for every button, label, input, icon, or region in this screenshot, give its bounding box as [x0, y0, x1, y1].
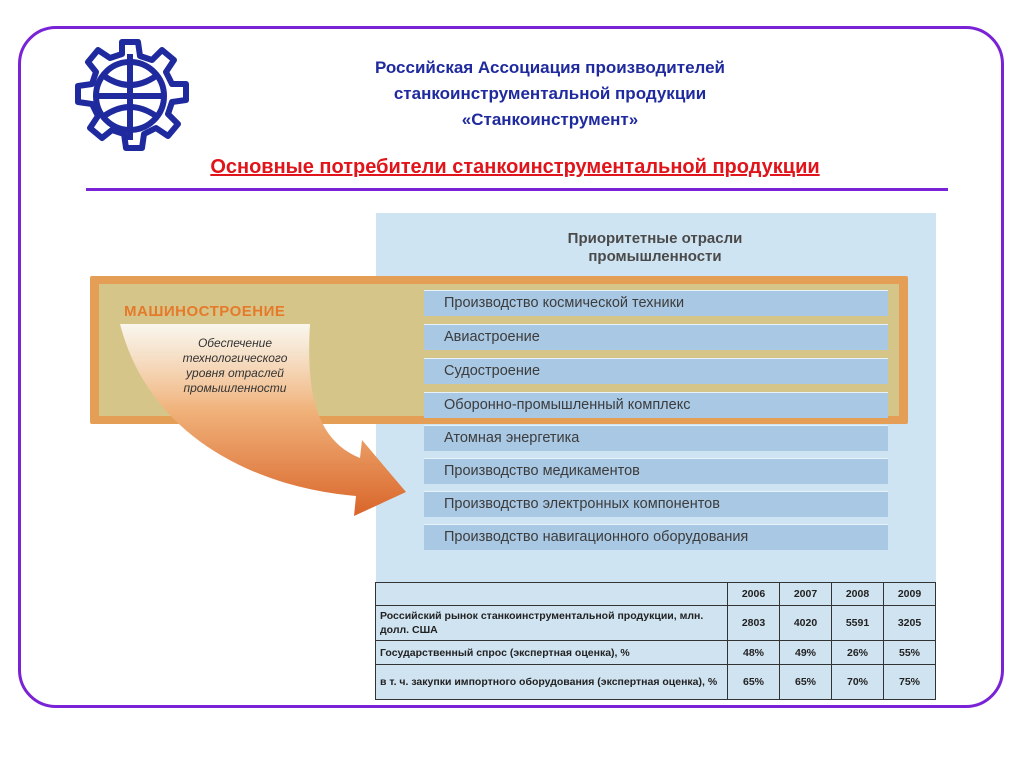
table-row — [376, 665, 936, 700]
industry-item: Атомная энергетика — [424, 425, 888, 451]
table-row — [376, 606, 936, 641]
table-cell: 26% — [832, 641, 884, 665]
table-cell: 70% — [832, 665, 884, 700]
row-label: в т. ч. закупки импортного оборудования (экспертная оценка), % — [376, 665, 728, 700]
table-cell: 4020 — [780, 606, 832, 641]
table-header-row — [376, 583, 936, 606]
market-data-table — [375, 582, 936, 700]
machine-building-heading: МАШИНОСТРОЕНИЕ — [124, 303, 286, 320]
year-header: 2008 — [832, 583, 884, 606]
table-cell: 75% — [884, 665, 936, 700]
year-header: 2006 — [728, 583, 780, 606]
machine-building-subtitle — [120, 336, 350, 396]
panel-title-line: Приоритетные отрасли — [567, 230, 743, 247]
subtitle-line: уровня отраслей — [186, 366, 284, 380]
title-divider — [86, 188, 948, 191]
table-cell: 55% — [884, 641, 936, 665]
org-title-line: станкоинструментальной продукции — [393, 84, 707, 103]
table-cell: 49% — [780, 641, 832, 665]
table-row — [376, 641, 936, 665]
industry-item: Производство медикаментов — [424, 458, 888, 484]
organization-title — [250, 55, 850, 133]
row-label: Российский рынок станкоинструментальной продукции, млн. долл. США — [376, 606, 728, 641]
row-label: Государственный спрос (экспертная оценка), % — [376, 641, 728, 665]
industry-item: Авиастроение — [424, 324, 888, 350]
year-header: 2009 — [884, 583, 936, 606]
panel-title-line: промышленности — [588, 248, 722, 265]
org-title-line: «Станкоинструмент» — [461, 110, 639, 129]
table-cell: 48% — [728, 641, 780, 665]
table-cell: 3205 — [884, 606, 936, 641]
industry-item: Производство космической техники — [424, 290, 888, 316]
table-cell: 65% — [780, 665, 832, 700]
subtitle-line: технологического — [182, 351, 288, 365]
industry-item: Судостроение — [424, 358, 888, 384]
panel-title — [470, 230, 840, 266]
slide-title: Основные потребители станкоинструментальной продукции — [210, 156, 820, 178]
industry-item: Оборонно-промышленный комплекс — [424, 392, 888, 418]
year-header: 2007 — [780, 583, 832, 606]
org-title-line: Российская Ассоциация производителей — [374, 58, 726, 77]
table-cell: 65% — [728, 665, 780, 700]
table-cell: 2803 — [728, 606, 780, 641]
subtitle-line: Обеспечение — [197, 336, 273, 350]
subtitle-line: промышленности — [183, 381, 287, 395]
industry-item: Производство навигационного оборудования — [424, 524, 888, 550]
table-corner-cell — [376, 583, 728, 606]
industry-item: Производство электронных компонентов — [424, 491, 888, 517]
association-gear-logo — [64, 36, 196, 168]
table-cell: 5591 — [832, 606, 884, 641]
